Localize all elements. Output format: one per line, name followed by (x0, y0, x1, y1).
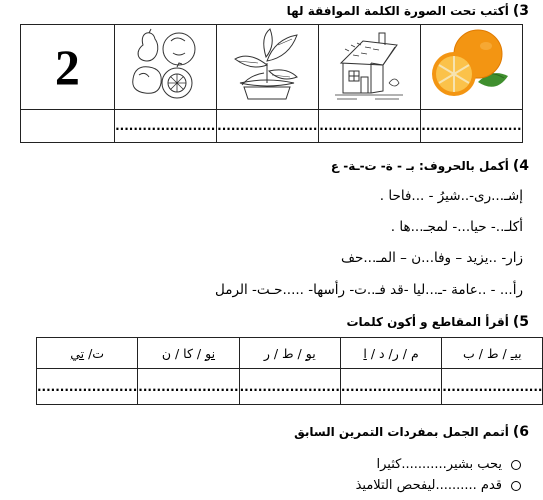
exercise-3-title: أكتب تحت الصورة الكلمة الموافقة لها (286, 4, 509, 18)
numeral-two: 2 (54, 39, 80, 95)
exercise-6-item-2-text: قدم ..........ليفحص التلاميذ (355, 478, 502, 493)
syllable-part: م / ر/ د / (366, 345, 419, 361)
exercise-4-line-3: زار- ..يزيد – وفا...ن – المـ...حف (341, 250, 523, 266)
plant-cell (216, 25, 318, 110)
picture-word-table (20, 24, 523, 143)
plant-picture (226, 27, 308, 103)
bullet-circle-icon (511, 460, 521, 470)
exercise-6-heading (294, 424, 529, 440)
syllable-part: نو (205, 345, 216, 361)
word-answer-blank[interactable]: ...................... (138, 369, 239, 405)
syllable-part: / كا / ن (161, 345, 206, 361)
exercise-5-number: 5) (512, 314, 529, 330)
exercise-6-item-1-text: يحب بشير...........كثيرا (376, 457, 502, 472)
exercise-5-title: أقرأ المقاطع و أكون كلمات (346, 315, 509, 329)
exercise-6-title: أتمم الجمل بمفردات التمرين السابق (294, 425, 509, 439)
exercise-6-number: 6) (512, 424, 529, 440)
exercise-6-item-1 (377, 457, 522, 472)
orange-picture (428, 26, 514, 104)
exercise-4-number: 4) (512, 158, 529, 174)
syllable-cell (138, 338, 239, 369)
word-answer-blank[interactable]: ...................... (442, 369, 543, 405)
orange-answer-blank[interactable]: ...................... (420, 110, 522, 143)
exercise-3-heading (287, 3, 529, 19)
fruits-picture (125, 27, 205, 103)
numeral-answer-cell (21, 110, 115, 143)
syllable-cell (340, 338, 441, 369)
numeral-cell (21, 25, 115, 110)
syllable-part: تي (70, 345, 85, 361)
word-answer-blank[interactable]: ...................... (37, 369, 138, 405)
syllable-part: بيـ (510, 345, 522, 361)
fruits-cell (114, 25, 216, 110)
syllable-part: / ط / ر (263, 345, 306, 361)
house-cell (318, 25, 420, 110)
word-answer-blank[interactable]: ...................... (239, 369, 340, 405)
house-answer-blank[interactable]: ...................... (318, 110, 420, 143)
house-picture (331, 27, 407, 103)
exercise-6-item-2 (356, 478, 521, 493)
exercise-3-number: 3) (512, 3, 529, 19)
syllable-part: ت/ (84, 345, 105, 361)
exercise-4-title: أكمل بالحروف: بـ - ة- ت-ـة- ع (330, 159, 509, 173)
exercise-4-line-2: أكلـ..- حيا...- لمجـ...ها . (390, 219, 523, 235)
bullet-circle-icon (511, 481, 521, 491)
word-answer-blank[interactable]: ...................... (340, 369, 441, 405)
orange-cell (420, 25, 522, 110)
syllables-table (36, 337, 543, 405)
exercise-4-line-4: رأ... - ..عامة -ـ...ليا -قد فـ..ت- رأسها- .....حـت- الرمل (215, 282, 523, 298)
plant-answer-blank[interactable]: ...................... (216, 110, 318, 143)
syllable-cell (239, 338, 340, 369)
syllable-part: / ط / ب (463, 345, 511, 361)
fruits-answer-blank[interactable]: ...................... (114, 110, 216, 143)
syllable-cell (442, 338, 543, 369)
syllable-cell (37, 338, 138, 369)
syllable-part: يو (305, 345, 316, 361)
exercise-5-heading (346, 314, 529, 330)
exercise-4-line-1: إشـ...رى-..شيرُ - ...فاحا . (379, 188, 523, 204)
exercise-4-heading (331, 158, 529, 174)
syllable-part: ا (363, 345, 367, 361)
